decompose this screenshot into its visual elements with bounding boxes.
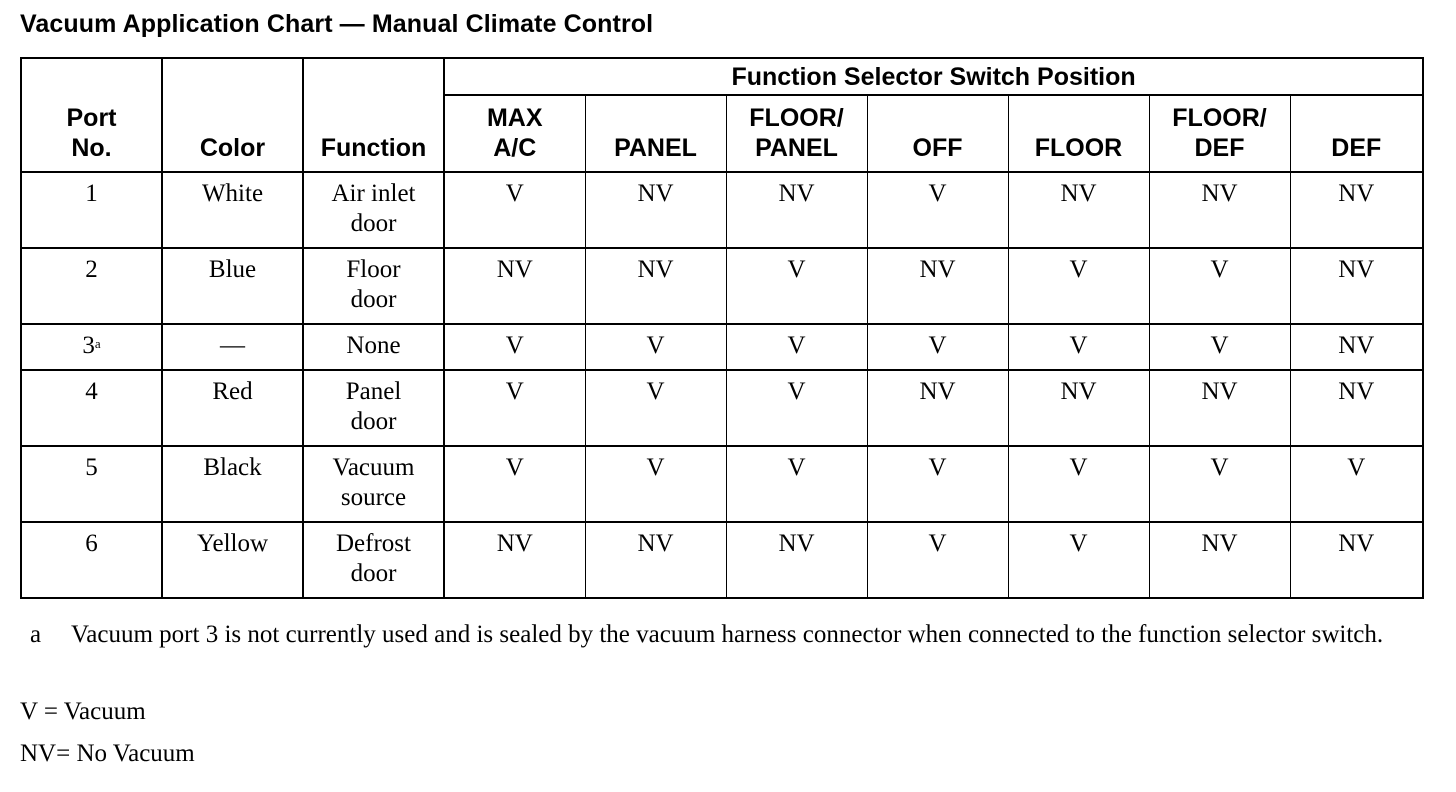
- vacuum-value-cell: V: [726, 248, 867, 324]
- port-cell: 1: [21, 172, 162, 248]
- function-cell: None: [303, 324, 444, 370]
- table-row: [21, 172, 1423, 248]
- vacuum-value-cell: V: [444, 324, 585, 370]
- vacuum-application-table: [20, 57, 1424, 599]
- vacuum-value-cell: NV: [1149, 370, 1290, 446]
- header-function: Function: [303, 58, 444, 172]
- header-position-2: FLOOR/ PANEL: [726, 95, 867, 172]
- vacuum-value-cell: V: [867, 446, 1008, 522]
- color-cell: Yellow: [162, 522, 303, 598]
- header-port: Port No.: [21, 58, 162, 172]
- vacuum-value-cell: V: [1149, 248, 1290, 324]
- vacuum-value-cell: NV: [1290, 324, 1423, 370]
- function-cell: Floor door: [303, 248, 444, 324]
- vacuum-value-cell: NV: [1008, 172, 1149, 248]
- port-cell: 6: [21, 522, 162, 598]
- vacuum-value-cell: NV: [726, 172, 867, 248]
- vacuum-value-cell: V: [726, 446, 867, 522]
- table-row: [21, 324, 1423, 370]
- port-cell: 3$^a$: [21, 324, 162, 370]
- chart-title: Vacuum Application Chart — Manual Climate Control: [20, 10, 654, 38]
- vacuum-value-cell: NV: [867, 370, 1008, 446]
- function-cell: Defrost door: [303, 522, 444, 598]
- vacuum-value-cell: NV: [585, 172, 726, 248]
- vacuum-value-cell: NV: [444, 248, 585, 324]
- vacuum-value-cell: NV: [585, 522, 726, 598]
- header-function-selector-group: Function Selector Switch Position: [444, 58, 1423, 95]
- header-position-0: MAX A/C: [444, 95, 585, 172]
- header-position-4: FLOOR: [1008, 95, 1149, 172]
- vacuum-value-cell: NV: [444, 522, 585, 598]
- header-position-1: PANEL: [585, 95, 726, 172]
- vacuum-value-cell: V: [444, 370, 585, 446]
- vacuum-value-cell: V: [444, 172, 585, 248]
- color-cell: Blue: [162, 248, 303, 324]
- header-position-3: OFF: [867, 95, 1008, 172]
- function-cell: Air inlet door: [303, 172, 444, 248]
- footnote: [30, 620, 1406, 650]
- header-color: Color: [162, 58, 303, 172]
- footnote-mark: a: [30, 621, 42, 648]
- vacuum-value-cell: V: [1008, 522, 1149, 598]
- color-cell: Black: [162, 446, 303, 522]
- header-position-5: FLOOR/ DEF: [1149, 95, 1290, 172]
- color-cell: Red: [162, 370, 303, 446]
- vacuum-value-cell: NV: [1290, 172, 1423, 248]
- vacuum-value-cell: V: [1008, 248, 1149, 324]
- vacuum-value-cell: NV: [867, 248, 1008, 324]
- legend-vacuum: V = Vacuum: [20, 698, 146, 725]
- vacuum-value-cell: V: [726, 370, 867, 446]
- vacuum-value-cell: NV: [1149, 172, 1290, 248]
- vacuum-value-cell: NV: [585, 248, 726, 324]
- vacuum-value-cell: NV: [1149, 522, 1290, 598]
- vacuum-value-cell: V: [585, 370, 726, 446]
- color-cell: —: [162, 324, 303, 370]
- vacuum-value-cell: V: [726, 324, 867, 370]
- table-row: [21, 248, 1423, 324]
- vacuum-value-cell: V: [444, 446, 585, 522]
- vacuum-value-cell: V: [1008, 446, 1149, 522]
- vacuum-value-cell: NV: [1008, 370, 1149, 446]
- vacuum-value-cell: V: [1008, 324, 1149, 370]
- vacuum-value-cell: V: [1149, 446, 1290, 522]
- footnote-text: Vacuum port 3 is not currently used and is sealed by the vacuum harness connector when connected to the function selector switch.: [71, 621, 1384, 648]
- port-cell: 5: [21, 446, 162, 522]
- port-cell: 4: [21, 370, 162, 446]
- function-cell: Vacuum source: [303, 446, 444, 522]
- vacuum-value-cell: NV: [1290, 248, 1423, 324]
- function-cell: Panel door: [303, 370, 444, 446]
- color-cell: White: [162, 172, 303, 248]
- vacuum-value-cell: V: [1149, 324, 1290, 370]
- table-row: [21, 370, 1423, 446]
- legend-no-vacuum: NV= No Vacuum: [20, 740, 195, 767]
- header-position-6: DEF: [1290, 95, 1423, 172]
- vacuum-value-cell: V: [585, 446, 726, 522]
- vacuum-value-cell: V: [867, 324, 1008, 370]
- vacuum-value-cell: V: [585, 324, 726, 370]
- footnote-reference: a: [94, 336, 101, 351]
- table-row: [21, 446, 1423, 522]
- vacuum-value-cell: NV: [1290, 522, 1423, 598]
- vacuum-value-cell: V: [867, 522, 1008, 598]
- port-cell: 2: [21, 248, 162, 324]
- table-row: [21, 522, 1423, 598]
- vacuum-value-cell: V: [1290, 446, 1423, 522]
- vacuum-value-cell: NV: [1290, 370, 1423, 446]
- vacuum-value-cell: V: [867, 172, 1008, 248]
- vacuum-value-cell: NV: [726, 522, 867, 598]
